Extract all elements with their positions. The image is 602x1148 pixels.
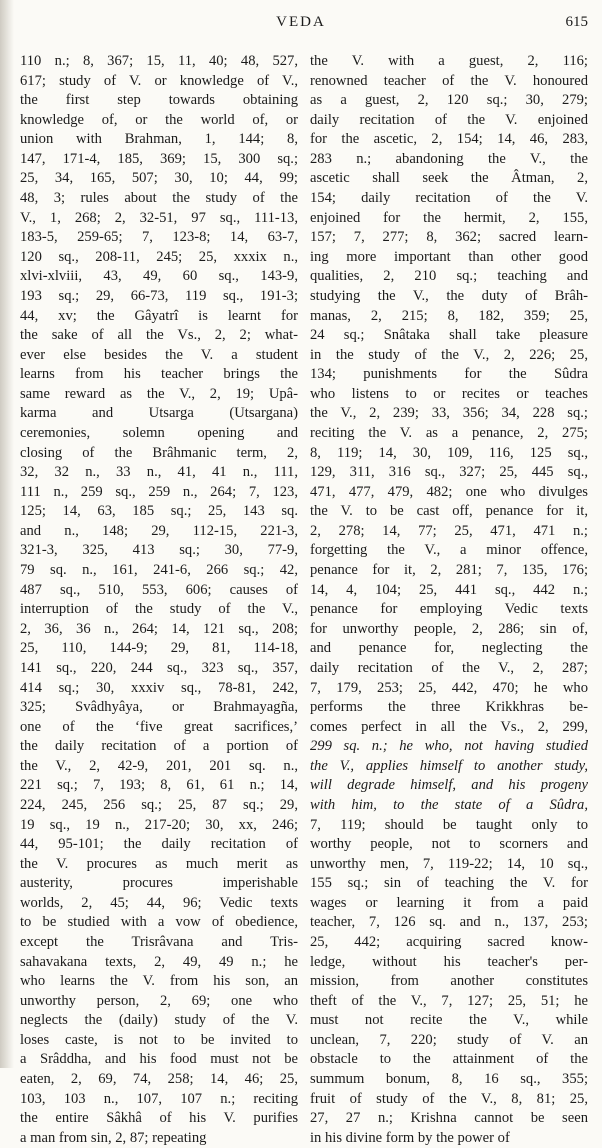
index-line: in the study of the V., 2, 226; 25, [310,346,588,363]
index-line: ing more important than other good [310,248,588,265]
index-line: fruit of study of the V., 8, 81; 25, [310,1090,588,1107]
index-line: 155 sq.; sin of teaching the V. for [310,875,588,892]
index-line: 111 n., 259 sq., 259 n., 264; 7, 123, [20,483,298,500]
index-line: learns from his teacher brings the [20,366,298,383]
index-line: interruption of the study of the V., [20,601,298,618]
index-line: penance for employing Vedic texts [310,601,588,618]
index-line: for the ascetic, 2, 154; 14, 46, 283, [310,131,588,148]
index-line: the V., applies himself to another study, [310,757,588,774]
index-line: 471, 477, 479, 482; one who divulges [310,483,588,500]
index-line: enjoined for the hermit, 2, 155, [310,209,588,226]
index-line: teacher, 7, 126 sq. and n., 137, 253; [310,914,588,931]
index-line: performs the three Krikkhras be- [310,699,588,716]
index-line: obstacle to the attainment of the [310,1051,588,1068]
page-gutter-shadow [0,0,14,1068]
index-line: and penance for, neglecting the [310,640,588,657]
index-line: the first step towards obtaining [20,92,298,109]
index-line: the V. procures as much merit as [20,855,298,872]
index-line: daily recitation of the V., 2, 287; [310,659,588,676]
index-line: 141 sq., 220, 244 sq., 323 sq., 357, [20,659,298,676]
page-header [0,14,602,38]
index-line: manas, 2, 215; 8, 182, 359; 25, [310,307,588,324]
index-line: comes perfect in all the Vs., 2, 299, [310,718,588,735]
index-line: V., 1, 268; 2, 32-51, 97 sq., 111-13, [20,209,298,226]
index-line: 125; 14, 63, 185 sq.; 25, 143 sq. [20,503,298,520]
index-line: austerity, procures imperishable [20,875,298,892]
index-line: 414 sq.; 30, xxxiv sq., 78-81, 242, [20,679,298,696]
index-line: 44, xv; the Gâyatrî is learnt for [20,307,298,324]
index-line: 48, 3; rules about the study of the [20,190,298,207]
index-line: summum bonum, 8, 16 sq., 355; [310,1071,588,1088]
index-line: eaten, 2, 69, 74, 258; 14, 46; 25, [20,1071,298,1088]
index-line: 193 sq.; 29, 66-73, 119 sq., 191-3; [20,287,298,304]
index-line: a Srâddha, and his food must not be [20,1051,298,1068]
index-line: with him, to the state of a Sûdra, [310,796,588,813]
index-line: worthy people, not to scorners and [310,836,588,853]
index-line: qualities, 2, 210 sq.; teaching and [310,268,588,285]
index-line: union with Brahman, 1, 144; 8, [20,131,298,148]
index-line: studying the V., the duty of Brâh- [310,287,588,304]
index-line: reciting the V. as a penance, 2, 275; [310,424,588,441]
index-line: 25, 110, 144-9; 29, 81, 114-18, [20,640,298,657]
index-line: xlvi-xlviii, 43, 49, 60 sq., 143-9, [20,268,298,285]
index-line: 325; Svâdhyâya, or Brahmayagña, [20,699,298,716]
index-line: as a guest, 2, 120 sq.; 30, 279; [310,92,588,109]
index-line: renowned teacher of the V. honoured [310,72,588,89]
index-line: theft of the V., 7, 127; 25, 51; he [310,992,588,1009]
index-line: one of the ‘five great sacrifices,’ [20,718,298,735]
index-line: ever else besides the V. a student [20,346,298,363]
index-line: 79 sq. n., 161, 241-6, 266 sq.; 42, [20,562,298,579]
index-line: 44, 95-101; the daily recitation of [20,836,298,853]
index-column-left [20,52,298,1148]
index-line: ascetic shall seek the Âtman, 2, [310,170,588,187]
index-line: karma and Utsarga (Utsargana) [20,405,298,422]
index-line: worlds, 2, 45; 44, 96; Vedic texts [20,894,298,911]
index-line: forgetting the V., a minor offence, [310,542,588,559]
index-line: 299 sq. n.; he who, not having studied [310,738,588,755]
index-line: penance for it, 2, 281; 7, 135, 176; [310,562,588,579]
index-line: 2, 36, 36 n., 264; 14, 121 sq., 208; [20,620,298,637]
index-line: who listens to or recites or teaches [310,385,588,402]
index-line: the daily recitation of a portion of [20,738,298,755]
index-line: 617; study of V. or knowledge of V., [20,72,298,89]
index-line: daily recitation of the V. enjoined [310,111,588,128]
index-line: 283 n.; abandoning the V., the [310,150,588,167]
index-line: 7, 119; should be taught only to [310,816,588,833]
index-line: unclean, 7, 220; study of V. an [310,1031,588,1048]
index-line: 134; punishments for the Sûdra [310,366,588,383]
page-number: 615 [565,14,588,30]
index-line: knowledge of, or the world of, or [20,111,298,128]
index-line: neglects the (daily) study of the V. [20,1012,298,1029]
index-line: except the Trisrâvana and Tris- [20,934,298,951]
index-line: the sake of all the Vs., 2, 2; what- [20,327,298,344]
running-head: VEDA [276,14,326,30]
index-line: a man from sin, 2, 87; repeating [20,1129,207,1146]
index-line: 110 n.; 8, 367; 15, 11, 40; 48, 527, [20,53,298,69]
index-line: 25, 34, 165, 507; 30, 10; 44, 99; [20,170,298,187]
index-line: 120 sq., 208-11, 245; 25, xxxix n., [20,248,298,265]
index-line: 27, 27 n.; Krishna cannot be seen [310,1110,588,1127]
index-line: 8, 119; 14, 30, 109, 116, 125 sq., [310,444,588,461]
index-line: 7, 179, 253; 25, 442, 470; he who [310,679,588,696]
index-column-right [310,52,588,1148]
index-line: wages or learning it from a paid [310,894,588,911]
index-line: 19 sq., 19 n., 217-20; 30, xx, 246; [20,816,298,833]
index-line: 157; 7, 277; 8, 362; sacred learn- [310,229,588,246]
index-line: ledge, without his teacher's per- [310,953,588,970]
index-line: mission, from another constitutes [310,973,588,990]
index-line: the V. with a guest, 2, 116; [310,53,588,69]
index-line: 183-5, 259-65; 7, 123-8; 14, 63-7, [20,229,298,246]
index-line: ceremonies, solemn opening and [20,424,298,441]
index-line: same reward as the V., 2, 19; Upâ- [20,385,298,402]
index-line: 154; daily recitation of the V. [310,190,588,207]
index-line: in his divine form by the power of [310,1129,510,1146]
index-line: 24 sq.; Snâtaka shall take pleasure [310,327,588,344]
index-line: 221 sq.; 7, 193; 8, 61, 61 n.; 14, [20,777,298,794]
index-line: 25, 442; acquiring sacred know- [310,934,588,951]
index-line: 2, 278; 14, 77; 25, 471, 471 n.; [310,522,588,539]
index-line: loses caste, is not to be invited to [20,1031,298,1048]
index-line: 147, 171-4, 185, 369; 15, 300 sq.; [20,150,298,167]
index-line: 487 sq., 510, 553, 606; causes of [20,581,298,598]
index-line: 103, 103 n., 107, 107 n.; reciting [20,1090,298,1107]
index-line: 129, 311, 316 sq., 327; 25, 445 sq., [310,464,588,481]
index-line: unworthy person, 2, 69; one who [20,992,298,1009]
index-line: will degrade himself, and his progeny [310,777,588,794]
index-line: for unworthy people, 2, 286; sin of, [310,620,588,637]
index-line: 224, 245, 256 sq.; 25, 87 sq.; 29, [20,796,298,813]
index-line: must not recite the V., while [310,1012,588,1029]
index-line: sahavakana texts, 2, 49, 49 n.; he [20,953,298,970]
index-line: 32, 32 n., 33 n., 41, 41 n., 111, [20,464,298,481]
index-line: unworthy men, 7, 119-22; 14, 10 sq., [310,855,588,872]
index-line: and n., 148; 29, 112-15, 221-3, [20,522,298,539]
index-line: the V. to be cast off, penance for it, [310,503,588,520]
index-line: who learns the V. from his son, an [20,973,298,990]
index-line: the entire Sâkhâ of his V. purifies [20,1110,298,1127]
index-line: to be studied with a vow of obedience, [20,914,298,931]
index-line: 321-3, 325, 413 sq.; 30, 77-9, [20,542,298,559]
index-line: the V., 2, 239; 33, 356; 34, 228 sq.; [310,405,588,422]
index-line: 14, 4, 104; 25, 441 sq., 442 n.; [310,581,588,598]
index-line: the V., 2, 42-9, 201, 201 sq. n., [20,757,298,774]
index-line: closing of the Brâhmanic term, 2, [20,444,298,461]
